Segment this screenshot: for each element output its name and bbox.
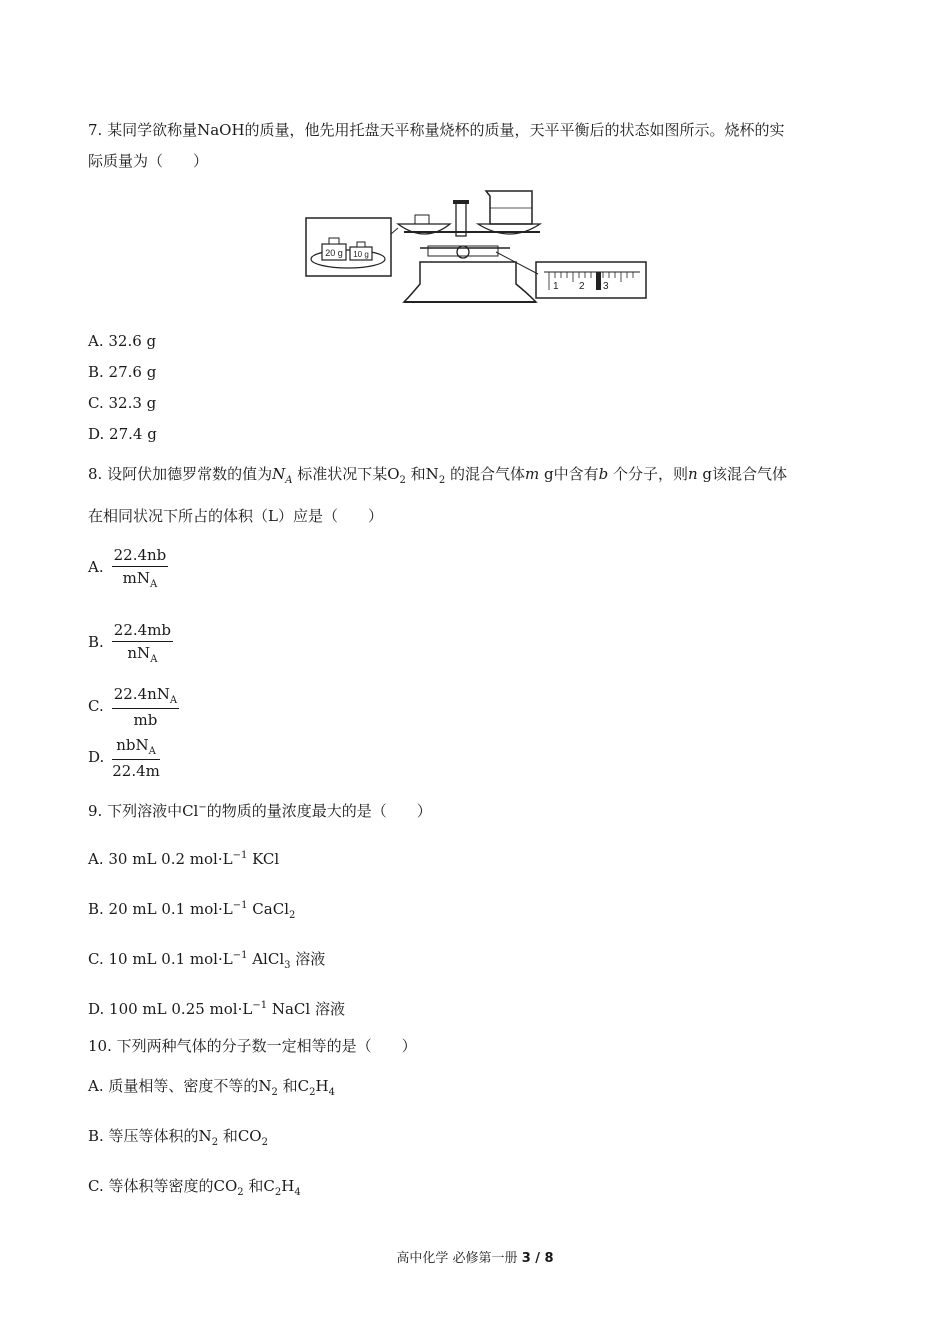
weight-10g xyxy=(350,242,372,260)
q10-option-a[interactable]: A. 质量相等、密度不等的$N_2$ 和$C_2H_4$ xyxy=(88,1077,335,1098)
weight-20g xyxy=(322,238,346,260)
q9-option-b[interactable]: B. 20 mL 0.1 $mol\cdot L^{-1}$ CaCl$_2$ xyxy=(88,900,296,921)
q7-stem-line1: 7. 某同学欲称量NaOH的质量，他先用托盘天平称量烧杯的质量，天平平衡后的状态如图所示。烧杯的实 xyxy=(88,121,785,139)
svg-text:20 g: 20 g xyxy=(325,248,343,258)
q7-option-a[interactable]: A. 32.6 g xyxy=(88,332,157,350)
q7-stem-line2: 际质量为（ ） xyxy=(88,152,209,170)
q9-option-a[interactable]: A. 30 mL 0.2 $mol\cdot L^{-1}$ KCl xyxy=(88,850,280,868)
svg-text:2: 2 xyxy=(579,281,585,292)
q8-option-d[interactable]: D. $\frac{nbN_A}{22.4m}$ xyxy=(88,736,160,780)
q8-option-b[interactable]: B. $\frac{22.4mb}{nN_A}$ xyxy=(88,621,172,665)
svg-text:10 g: 10 g xyxy=(353,250,369,259)
q10-option-b[interactable]: B. 等压等体积的$N_2$ 和$CO_2$ xyxy=(88,1127,268,1148)
q9-option-c[interactable]: C. 10 mL 0.1 $mol\cdot L^{-1}$ AlCl$_3$ 溶液 xyxy=(88,950,326,971)
q8-stem-line2: 在相同状况下所占的体积（L）应是（ ） xyxy=(88,507,383,525)
q9-stem: 9. 下列溶液中Cl−的物质的量浓度最大的是（ ） xyxy=(88,802,432,820)
beaker xyxy=(486,191,532,224)
q10-stem: 10. 下列两种气体的分子数一定相等的是（ ） xyxy=(88,1037,417,1055)
svg-text:3: 3 xyxy=(603,281,609,292)
q10-option-c[interactable]: C. 等体积等密度的$CO_2$ 和$C_2H_4$ xyxy=(88,1177,301,1198)
page-number: 3 / 8 xyxy=(521,1251,554,1266)
rider-scale-inset xyxy=(536,262,646,298)
weights-inset-frame xyxy=(306,218,391,276)
q7-option-c[interactable]: C. 32.3 g xyxy=(88,394,157,412)
page-footer: 高中化学 必修第一册 3 / 8 xyxy=(396,1251,554,1266)
balance-base xyxy=(404,262,536,302)
q8-stem-line1: 8. 设阿伏加德罗常数的值为$N_A$ 标准状况下某$O_2$ 和$N_2$ 的混合气体m g中含有b 个分子，则n g该混合气体 xyxy=(88,465,788,486)
q7-option-d[interactable]: D. 27.4 g xyxy=(88,425,157,443)
q7-option-b[interactable]: B. 27.6 g xyxy=(88,363,157,381)
svg-text:1: 1 xyxy=(553,281,559,292)
q8-option-a[interactable]: A. $\frac{22.4nb}{mN_A}$ xyxy=(88,546,167,590)
rider-marker xyxy=(596,272,601,290)
q8-option-c[interactable]: C. $\frac{22.4nN_A}{mb}$ xyxy=(88,685,178,729)
balance-figure xyxy=(300,186,650,308)
q9-option-d[interactable]: D. 100 mL 0.25 $mol\cdot L^{-1}$ NaCl 溶液 xyxy=(88,1000,345,1018)
